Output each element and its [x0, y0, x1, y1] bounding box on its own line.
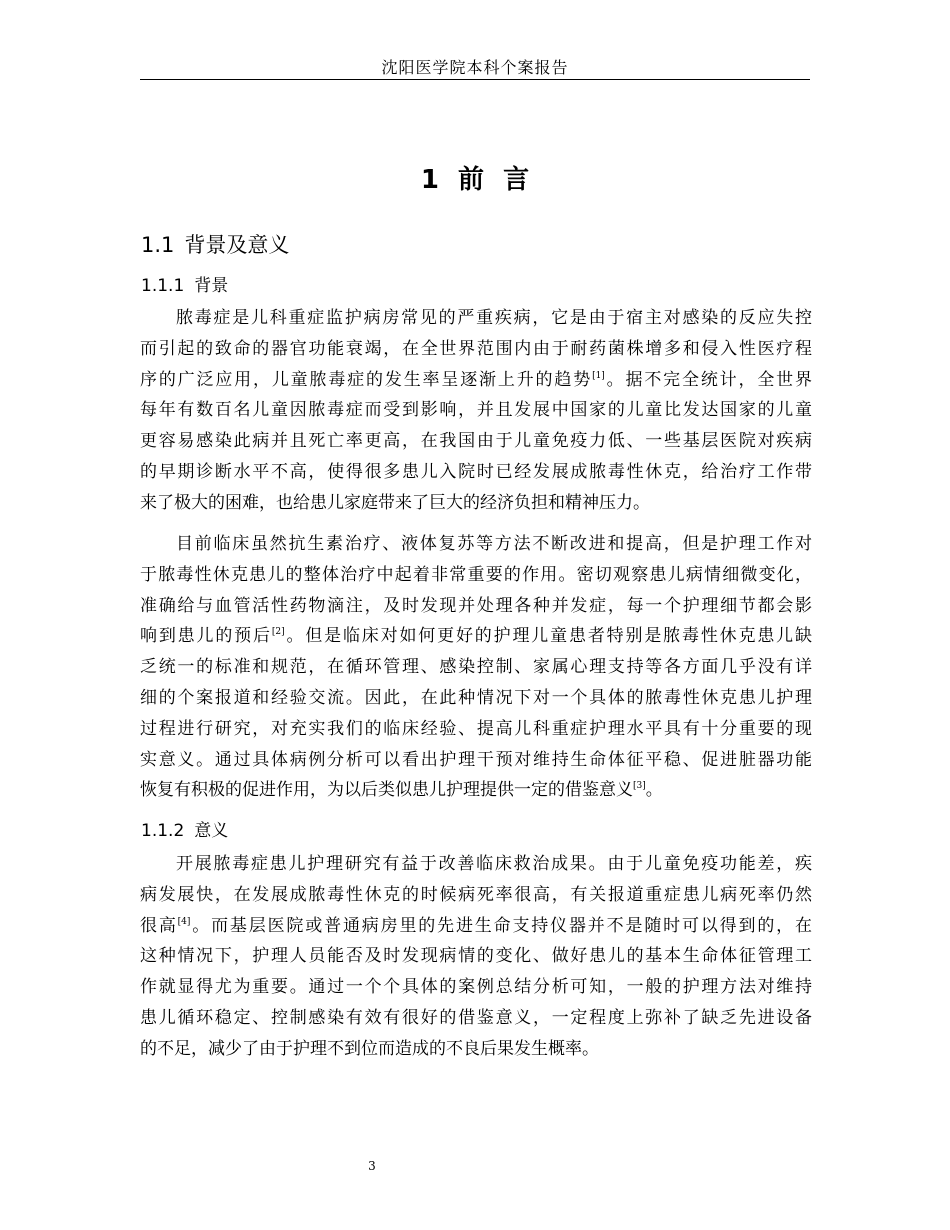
line-text: 准确给与血管活性药物滴注，及时发现并处理各种并发症，每一个护理细节都会影	[140, 595, 812, 616]
line-text: 于脓毒性休克患儿的整体治疗中起着非常重要的作用。密切观察患儿病情细微变化，	[140, 564, 812, 585]
paragraph-significance-1	[140, 849, 812, 1065]
line-text: 细的个案报道和经验交流。因此，在此种情况下对一个具体的脓毒性休克患儿护理	[140, 687, 812, 708]
subsection-title: 背景	[194, 276, 229, 296]
paragraph-line	[140, 972, 812, 1003]
subsection-number: 1.1.2	[141, 821, 185, 841]
subsection-title: 意义	[194, 821, 229, 841]
chapter-title: 1 前 言	[420, 165, 530, 195]
paragraph-line	[140, 621, 812, 652]
citation-marker: [4]	[177, 916, 191, 927]
line-text: 每年有数百名儿童因脓毒症而受到影响，并且发展中国家的儿童比发达国家的儿童	[140, 400, 812, 421]
section-number: 1.1	[141, 233, 175, 257]
line-text: 病发展快，在发展成脓毒性休克的时候病死率很高，有关报道重症患儿病死率仍然	[140, 884, 812, 905]
paragraph-background-1	[140, 303, 812, 519]
paragraph-line	[140, 303, 812, 334]
subsection-heading-1-1-2	[141, 818, 228, 844]
section-heading-1-1	[141, 229, 289, 261]
running-header: 沈阳医学院本科个案报告	[381, 58, 569, 77]
paragraph-line	[140, 457, 812, 488]
citation-marker: [2]	[271, 627, 285, 638]
line-text: 的早期诊断水平不高，使得很多患儿入院时已经发展成脓毒性休克，给治疗工作带	[140, 461, 812, 482]
line-text: 响到患儿的预后	[140, 626, 272, 647]
paragraph-line	[140, 1003, 812, 1034]
line-text: 开展脓毒症患儿护理研究有益于改善临床救治成果。由于儿童免疫功能差，疾	[176, 854, 812, 874]
line-text: 过程进行研究，对充实我们的临床经验、提高儿科重症护理水平具有十分重要的现	[140, 718, 812, 739]
line-text: 目前临床虽然抗生素治疗、液体复苏等方法不断改进和提高，但是护理工作对	[176, 534, 812, 554]
paragraph-background-2	[140, 529, 812, 806]
paragraph-line	[140, 941, 812, 972]
paragraph-line	[140, 365, 812, 396]
paragraph-line	[140, 714, 812, 745]
line-text-continued: 。而基层医院或普通病房里的先进生命支持仪器并不是随时可以得到的，在	[190, 915, 812, 936]
paragraph-line	[140, 591, 812, 622]
paragraph-line	[140, 395, 812, 426]
paragraph-line	[140, 560, 812, 591]
line-text: 患儿循环稳定、控制感染有效有很好的借鉴意义，一定程度上弥补了缺乏先进设备	[140, 1007, 812, 1028]
header-rule	[140, 79, 810, 80]
paragraph-line	[140, 529, 812, 560]
paragraph-line	[140, 1034, 812, 1065]
paragraph-line	[140, 745, 812, 776]
line-text-continued: 。据不完全统计，全世界	[604, 369, 813, 390]
paragraph-line	[140, 849, 812, 880]
line-text: 乏统一的标准和规范，在循环管理、感染控制、家属心理支持等各方面几乎没有详	[140, 657, 812, 678]
paragraph-line	[140, 683, 812, 714]
section-title: 背景及意义	[184, 233, 290, 257]
line-text: 脓毒症是儿科重症监护病房常见的严重疾病，它是由于宿主对感染的反应失控	[176, 308, 812, 328]
subsection-number: 1.1.1	[141, 276, 185, 296]
line-text-continued: 。	[645, 780, 663, 801]
line-text: 序的广泛应用，儿童脓毒症的发生率呈逐渐上升的趋势	[140, 369, 593, 390]
line-text: 恢复有积极的促进作用，为以后类似患儿护理提供一定的借鉴意义	[140, 780, 633, 801]
paragraph-line	[140, 488, 812, 519]
paragraph-line	[140, 775, 812, 806]
paragraph-line	[140, 880, 812, 911]
line-text: 更容易感染此病并且死亡率更高，在我国由于儿童免疫力低、一些基层医院对疾病	[140, 431, 812, 452]
line-text: 作就显得尤为重要。通过一个个具体的案例总结分析可知，一般的护理方法对维持	[140, 977, 812, 998]
page-number: 3	[368, 1159, 376, 1173]
line-text: 而引起的致命的器官功能衰竭，在全世界范围内由于耐药菌株增多和侵入性医疗程	[140, 338, 812, 359]
subsection-heading-1-1-1	[141, 273, 228, 299]
line-text: 来了极大的困难，也给患儿家庭带来了巨大的经济负担和精神压力。	[140, 492, 650, 513]
line-text-continued: 。但是临床对如何更好的护理儿童患者特别是脓毒性休克患儿缺	[284, 626, 813, 647]
citation-marker: [1]	[592, 370, 605, 381]
line-text: 很高	[140, 915, 178, 936]
citation-marker: [3]	[633, 781, 646, 792]
paragraph-line	[140, 652, 812, 683]
paragraph-line	[140, 426, 812, 457]
paragraph-line	[140, 334, 812, 365]
paragraph-line	[140, 911, 812, 942]
line-text: 的不足，减少了由于护理不到位而造成的不良后果发生概率。	[140, 1038, 599, 1059]
line-text: 实意义。通过具体病例分析可以看出护理干预对维持生命体征平稳、促进脏器功能	[140, 749, 812, 770]
line-text: 这种情况下，护理人员能否及时发现病情的变化、做好患儿的基本生命体征管理工	[140, 946, 812, 967]
